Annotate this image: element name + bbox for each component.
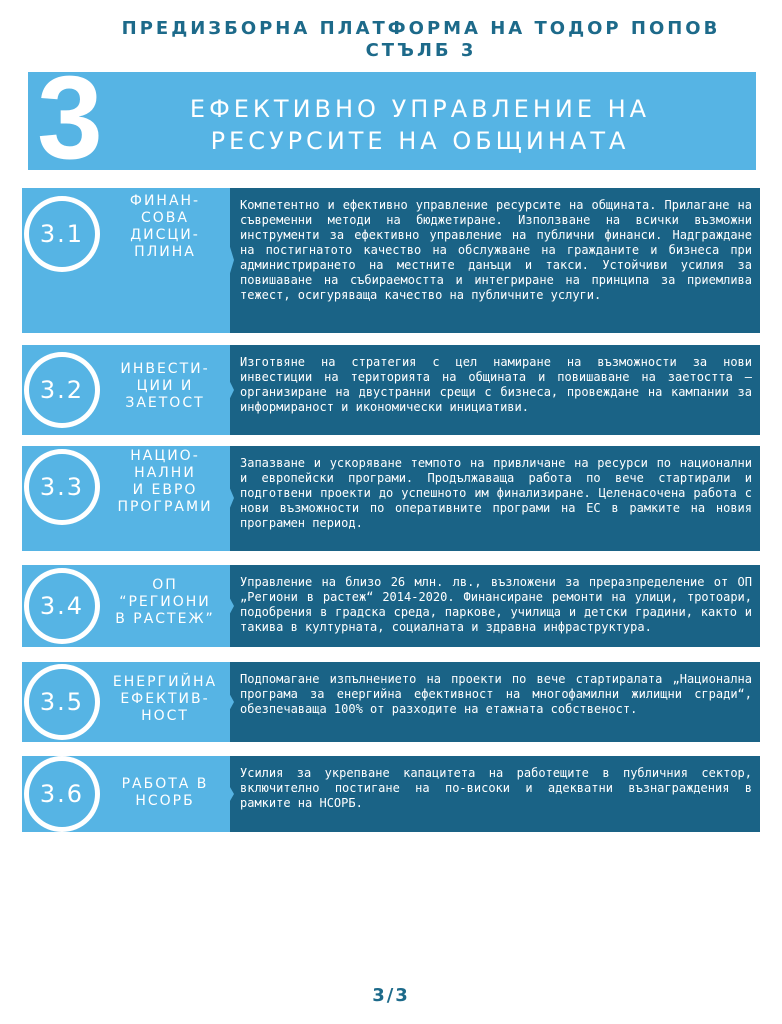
item-number-badge xyxy=(24,664,100,740)
banner-title-line2: РЕСУРСИТЕ НА ОБЩИНАТА xyxy=(210,127,630,155)
item-label-line: ЗАЕТОСТ xyxy=(125,395,205,411)
item-number: 3.2 xyxy=(29,357,95,423)
item-description: Компетентно и ефективно управление ресурсите на общината. Прилагане на съвременни методи на бюджетиране. Използване на всички възможни инструменти за ефективно управление на публични финанси. Надграждане на постигнатото качество на обслужване на гражданите и бизнеса при администрирането на местните данъци и такси. Устойчиви усилия за повишаване на събираемостта и интегриране на принципа за приемлива тежест, осигуряваща качество на публичните услуги. xyxy=(212,188,760,333)
item-label-line: ЕФЕКТИВ- xyxy=(120,691,210,707)
banner-title-line1: ЕФЕКТИВНО УПРАВЛЕНИЕ НА xyxy=(189,95,651,123)
item-label-line: НСОРБ xyxy=(135,793,195,809)
page-number: 3/3 xyxy=(372,985,410,1006)
header-subtitle: СТЪЛБ 3 xyxy=(365,40,477,61)
list-item xyxy=(22,756,762,832)
item-label xyxy=(104,193,226,261)
item-label-line: ФИНАН- xyxy=(129,193,201,209)
item-description: Усилия за укрепване капацитета на работещите в публичния сектор, включително постигане на по-високи и адекватни възнаграждения в рамките на НСОРБ. xyxy=(212,756,760,832)
item-label xyxy=(104,674,226,725)
list-item xyxy=(22,345,762,435)
list-item xyxy=(22,565,762,647)
item-number-badge xyxy=(24,196,100,272)
item-label-line: ПРОГРАМИ xyxy=(117,499,213,515)
item-label-line: ИНВЕСТИ- xyxy=(120,361,210,377)
item-number: 3.5 xyxy=(29,669,95,735)
item-label-line: В РАСТЕЖ” xyxy=(115,611,215,627)
item-number-badge xyxy=(24,449,100,525)
item-label xyxy=(104,776,226,810)
header-title: ПРЕДИЗБОРНА ПЛАТФОРМА НА ТОДОР ПОПОВ xyxy=(121,18,721,39)
item-description: Управление на близо 26 млн. лв., възложени за преразпределение от ОП „Региони в растеж“ 2014-2020. Финансиране ремонти на улици, тротоари, подобрения в градска среда, паркове, училища и детски градини, както и такива в културната, социалната и здравна инфраструктура. xyxy=(212,565,760,647)
item-label-line: ПЛИНА xyxy=(134,244,196,260)
list-item xyxy=(22,188,762,333)
item-label-line: ЕНЕРГИЙНА xyxy=(112,674,218,690)
item-label xyxy=(104,448,226,516)
item-description: Запазване и ускоряване темпото на привличане на ресурси по национални и европейски програми. Продължаваща работа по вече стартирали и подготвени проекти до успешното им финализиране. Целенасочена работа с нови възможности по оперативните програми на ЕС в рамките на новия програмен период. xyxy=(212,446,760,551)
item-label-line: ОП xyxy=(152,577,178,593)
list-item xyxy=(22,662,762,742)
item-number: 3.1 xyxy=(29,201,95,267)
item-number-badge xyxy=(24,568,100,644)
item-label-line: РАБОТА В xyxy=(121,776,209,792)
item-description: Подпомагане изпълнението на проекти по вече стартиралата „Национална програма за енергийна ефективност на многофамилни жилищни сгради“, обезпечаваща 100% от разходите на етажната собственост. xyxy=(212,662,760,742)
item-label-line: СОВА xyxy=(141,210,189,226)
item-label-line: НАЦИО- xyxy=(130,448,200,464)
item-label-line: НАЛНИ xyxy=(134,465,196,481)
list-item xyxy=(22,446,762,551)
item-label-line: “РЕГИОНИ xyxy=(119,594,211,610)
item-number: 3.6 xyxy=(29,761,95,827)
banner-number: 3 xyxy=(37,52,103,184)
item-number-badge xyxy=(24,756,100,832)
banner-title xyxy=(140,93,700,157)
item-label xyxy=(104,361,226,412)
item-number-badge xyxy=(24,352,100,428)
item-description: Изготвяне на стратегия с цел намиране на възможности за нови инвестиции на територията на общината и повишаване на заетостта – организиране на двустранни срещи с бизнеса, провеждане на кампании за информираност и икономически инициативи. xyxy=(212,345,760,435)
item-label xyxy=(104,577,226,628)
platform-header xyxy=(0,18,782,62)
item-number: 3.4 xyxy=(29,573,95,639)
item-label-line: И ЕВРО xyxy=(132,482,198,498)
item-label-line: ДИСЦИ- xyxy=(130,227,200,243)
item-number: 3.3 xyxy=(29,454,95,520)
item-label-line: НОСТ xyxy=(141,708,189,724)
item-label-line: ЦИИ И xyxy=(136,378,194,394)
